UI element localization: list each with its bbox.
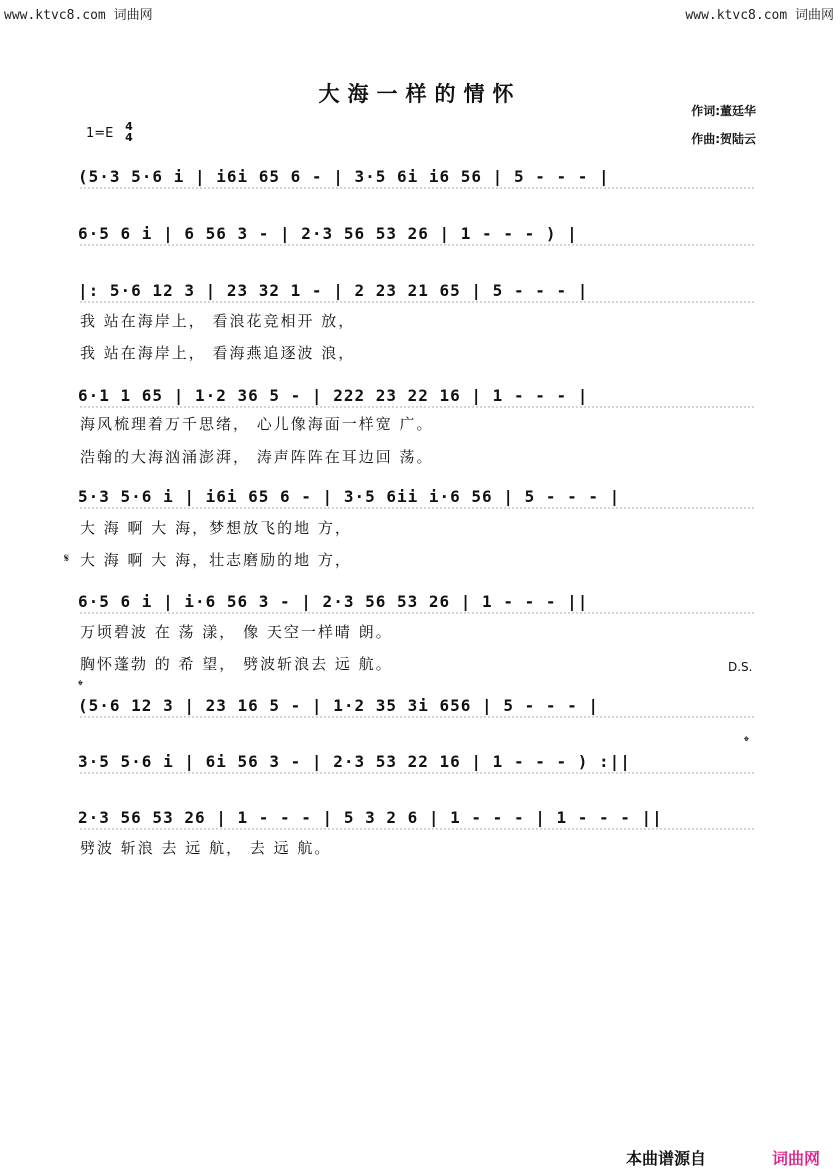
song-title: 大海一样的情怀 [318, 82, 522, 106]
lyric-line-3-verse-1: 我 站在海岸上， 看浪花竞相开 放， [80, 312, 356, 330]
lyric-line-5-verse-1: 大 海 啊 大 海，梦想放飞的地 方， [80, 519, 352, 537]
notation-line-1: (5·3 5·6 i | i6i 65 6 - | 3·5 6i i6 56 | 5 - - - | [78, 162, 762, 192]
coda-mark-end: 𝄌 [744, 734, 749, 750]
notation-line-8: 3·5 5·6 i | 6i 56 3 - | 2·3 53 22 16 | 1 - - - ) :|| [78, 747, 762, 777]
key-signature: 1=E [86, 126, 114, 141]
footer-brand-link[interactable]: 词曲网 [772, 1149, 821, 1168]
lyric-line-4-verse-2: 浩翰的大海汹涌澎湃， 涛声阵阵在耳边回 荡。 [80, 448, 434, 466]
segno-mark: 𝄋 [64, 551, 70, 565]
lyric-line-6-verse-1: 万顷碧波 在 荡 漾， 像 天空一样晴 朗。 [80, 623, 393, 641]
time-signature [124, 121, 134, 143]
lyric-line-3-verse-2: 我 站在海岸上， 看海燕追逐波 浪， [80, 344, 356, 362]
time-signature-bottom: 4 [125, 131, 133, 144]
lyric-line-4-verse-1: 海风梳理着万千思绪， 心儿像海面一样宽 广。 [80, 415, 434, 433]
ds-marking: D.S. [728, 660, 753, 674]
notation-line-3: |: 5·6 12 3 | 23 32 1 - | 2 23 21 65 | 5 - - - | [78, 276, 762, 306]
notation-line-9: 2·3 56 53 26 | 1 - - - | 5 3 2 6 | 1 - - - | 1 - - - || [78, 803, 762, 833]
lyric-line-6-verse-2: 胸怀蓬勃 的 希 望， 劈波斩浪去 远 航。 [80, 655, 393, 673]
footer-source-text: 本曲谱源自 [626, 1149, 707, 1168]
lyric-line-5-verse-2: 大 海 啊 大 海，壮志磨励的地 方， [80, 551, 352, 569]
notation-line-7: (5·6 12 3 | 23 16 5 - | 1·2 35 3i 656 | 5 - - - | [78, 691, 762, 721]
watermark-right: www.ktvc8.com 词曲网 [685, 8, 834, 23]
lyric-line-9: 劈波 斩浪 去 远 航， 去 远 航。 [80, 839, 332, 857]
time-signature-top: 4 [125, 120, 133, 133]
composer-credit: 作曲:贺陆云 [691, 132, 756, 146]
notation-line-4: 6·1 1 65 | 1·2 36 5 - | 222 23 22 16 | 1 - - - | [78, 381, 762, 411]
notation-line-6: 6·5 6 i | i·6 56 3 - | 2·3 56 53 26 | 1 - - - || [78, 587, 762, 617]
notation-line-2: 6·5 6 i | 6 56 3 - | 2·3 56 53 26 | 1 - - - ) | [78, 219, 762, 249]
notation-line-5: 5·3 5·6 i | i6i 65 6 - | 3·5 6ii i·6 56 | 5 - - - | [78, 482, 762, 512]
coda-mark-start: 𝄌 [78, 678, 83, 694]
watermark-left: www.ktvc8.com 词曲网 [4, 8, 153, 23]
lyricist-credit: 作词:董廷华 [691, 104, 756, 118]
